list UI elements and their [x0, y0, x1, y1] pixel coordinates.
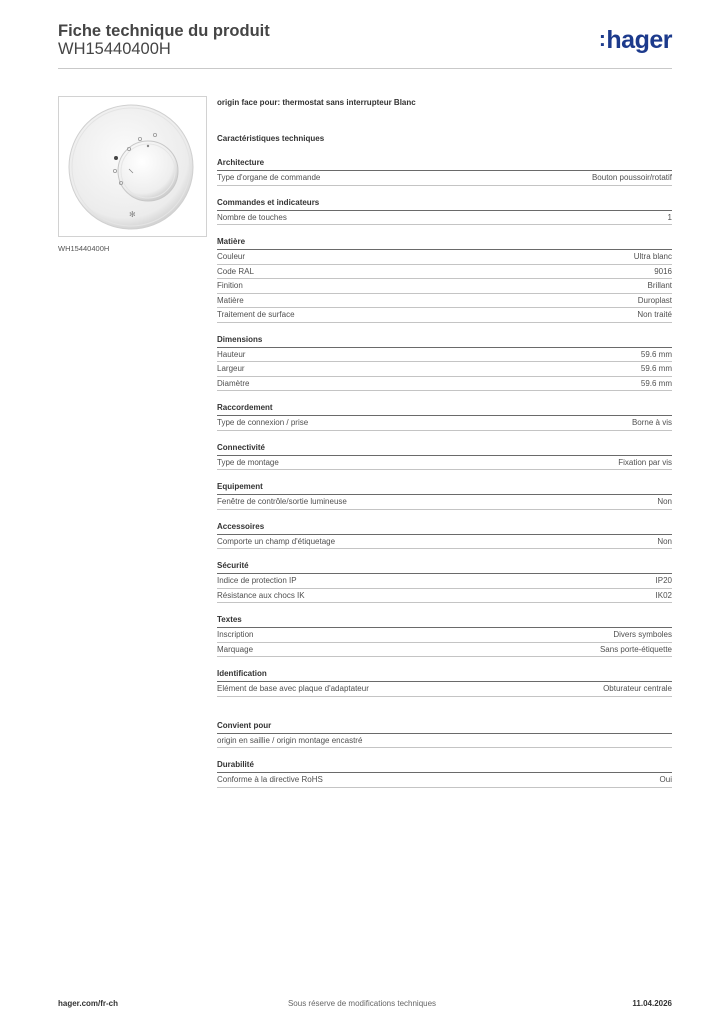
spec-value: Sans porte-étiquette	[599, 644, 672, 654]
spec-row	[217, 362, 672, 377]
spec-label: Couleur	[217, 252, 246, 261]
spec-row	[217, 265, 672, 280]
section-title: Convient pour	[217, 719, 672, 734]
spec-label: Code RAL	[217, 266, 254, 276]
section-title: Durabilité	[217, 758, 672, 773]
spec-section	[217, 156, 672, 186]
spec-value: Bouton poussoir/rotatif	[591, 173, 672, 182]
spec-label: Type de montage	[217, 457, 279, 467]
image-caption: WH15440400H	[58, 244, 110, 253]
spec-label: origin en saillie / origin montage encastré	[217, 735, 363, 745]
spec-row	[217, 589, 672, 604]
footer-date: 11.04.2026	[632, 999, 672, 1008]
spec-value: Ultra blanc	[633, 252, 672, 261]
spec-label: Type d'organe de commande	[217, 173, 321, 182]
page-header	[58, 20, 672, 70]
section-title: Accessoires	[217, 520, 672, 535]
section-title: Commandes et indicateurs	[217, 196, 672, 211]
footer-website: hager.com/fr-ch	[58, 999, 119, 1008]
spec-value: IP20	[655, 576, 672, 585]
spec-row	[217, 211, 672, 226]
section-title: Identification	[217, 667, 672, 682]
spec-section	[217, 480, 672, 510]
spec-row	[217, 773, 672, 788]
section-title: Dimensions	[217, 333, 672, 348]
spec-sections	[217, 156, 672, 788]
spec-row	[217, 628, 672, 643]
section-title: Equipement	[217, 480, 672, 495]
spec-section	[217, 613, 672, 657]
product-reference: WH15440400H	[58, 40, 171, 58]
spec-section	[217, 441, 672, 471]
spec-row	[217, 308, 672, 323]
spec-label: Inscription	[217, 630, 254, 639]
spec-value: IK02	[655, 590, 672, 600]
spec-value: Brillant	[647, 281, 672, 290]
product-image	[58, 96, 207, 237]
thermostat-image	[59, 97, 206, 236]
section-title: Architecture	[217, 156, 672, 171]
spec-row	[217, 535, 672, 550]
spec-value: 1	[667, 212, 672, 222]
spec-label: Matière	[217, 295, 244, 305]
spec-label: Diamètre	[217, 378, 250, 388]
spec-value: 9016	[654, 266, 672, 276]
spec-label: Comporte un champ d'étiquetage	[217, 536, 336, 546]
spec-row	[217, 416, 672, 431]
spec-row	[217, 279, 672, 294]
spec-label: Indice de protection IP	[217, 576, 297, 585]
product-description: origin face pour: thermostat sans interrupteur Blanc	[217, 98, 416, 107]
spec-content	[217, 96, 672, 788]
specs-title: Caractéristiques techniques	[217, 134, 325, 143]
spec-section	[217, 196, 672, 226]
section-title: Sécurité	[217, 559, 672, 574]
spec-row	[217, 643, 672, 658]
spec-row	[217, 348, 672, 363]
section-title: Raccordement	[217, 401, 672, 416]
spec-value: Obturateur centrale	[603, 684, 672, 693]
spec-row	[217, 574, 672, 589]
logo-prefix: :	[598, 28, 606, 51]
spec-row	[217, 250, 672, 265]
spec-row	[217, 495, 672, 510]
spec-value: Divers symboles	[613, 630, 672, 639]
spec-value: 59.6 mm	[640, 378, 672, 388]
spec-label: Type de connexion / prise	[217, 418, 309, 427]
section-title: Connectivité	[217, 441, 672, 456]
spec-row	[217, 734, 672, 749]
spec-section	[217, 559, 672, 603]
spec-value: Fixation par vis	[618, 457, 672, 467]
footer-disclaimer: Sous réserve de modifications techniques	[287, 999, 437, 1008]
svg-text:✻: ✻	[129, 210, 136, 219]
spec-value: Duroplast	[637, 295, 672, 305]
spec-label: Nombre de touches	[217, 212, 287, 222]
spec-row	[217, 171, 672, 186]
spec-label: Finition	[217, 281, 243, 290]
spec-label: Fenêtre de contrôle/sortie lumineuse	[217, 497, 347, 506]
header-divider	[58, 68, 672, 69]
spec-row	[217, 456, 672, 471]
spec-value: Borne à vis	[631, 418, 672, 427]
spec-section	[217, 520, 672, 550]
spec-section	[217, 667, 672, 697]
spec-label: Conforme à la directive RoHS	[217, 775, 323, 784]
page-title: Fiche technique du produit	[58, 22, 270, 40]
spec-row	[217, 294, 672, 309]
spec-label: Traitement de surface	[217, 310, 295, 319]
spec-label: Largeur	[217, 364, 245, 373]
spec-value: 59.6 mm	[640, 349, 672, 359]
spec-section	[217, 758, 672, 788]
spec-row	[217, 377, 672, 392]
spec-value: 59.6 mm	[640, 364, 672, 373]
hager-logo	[599, 26, 672, 55]
spec-section	[217, 235, 672, 323]
spec-value: Non	[657, 536, 672, 546]
spec-label: Elément de base avec plaque d'adaptateur	[217, 684, 369, 693]
spec-row	[217, 682, 672, 697]
spec-label: Marquage	[217, 644, 254, 654]
spec-value: Oui	[659, 775, 672, 784]
spec-value: Non	[657, 497, 672, 506]
logo-text: hager	[606, 26, 672, 54]
section-title: Matière	[217, 235, 672, 250]
spec-section	[217, 719, 672, 749]
section-title: Textes	[217, 613, 672, 628]
spec-section	[217, 333, 672, 392]
spec-value: Non traité	[637, 310, 672, 319]
spec-section	[217, 401, 672, 431]
spec-label: Résistance aux chocs IK	[217, 590, 305, 600]
spec-label: Hauteur	[217, 349, 246, 359]
